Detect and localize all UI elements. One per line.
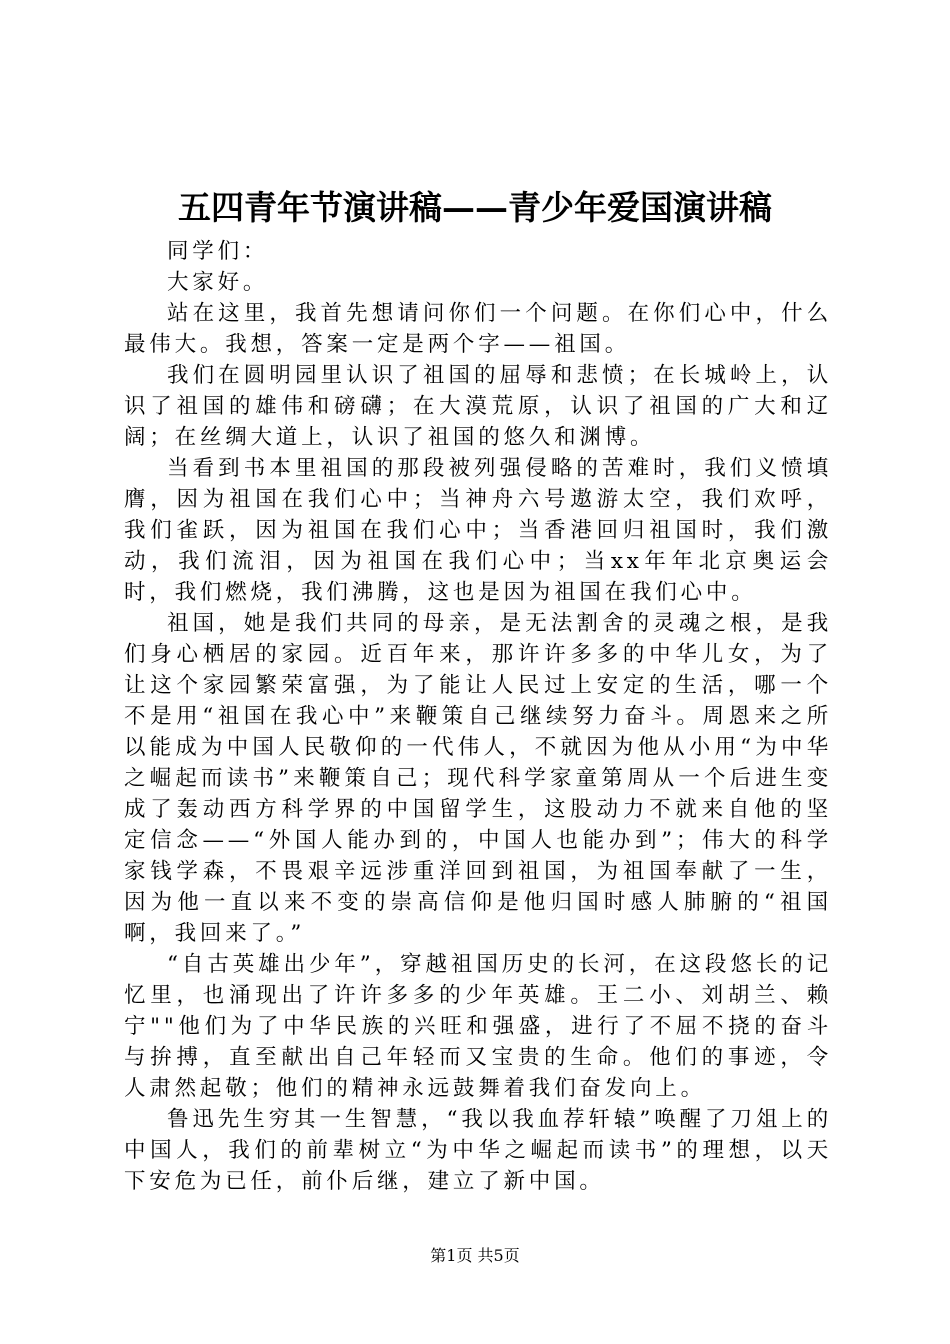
paragraph-hello: 大家好。 [167, 270, 269, 295]
paragraph: 我们在圆明园里认识了祖国的屈辱和悲愤；在长城岭上，认识了祖国的雄伟和磅礴；在大漠荒原，认识了祖国的广大和辽阔；在丝绸大道上，认识了祖国的悠久和渊博。 [124, 363, 832, 450]
paragraph: 祖国，她是我们共同的母亲，是无法割舍的灵魂之根，是我们身心栖居的家园。近百年来，那许许多多的中华儿女，为了让这个家园繁荣富强，为了能让人民过上安定的生活，哪一个不是用“祖国在我心中”来鞭策自己继续努力奋斗。周恩来之所以能成为中国人民敬仰的一代伟人，不就因为他从小用“为中华之崛起而读书”来鞭策自己；现代科学家童第周从一个后进生变成了轰动西方科学界的中国留学生，这股动力不就来自他的坚定信念——“外国人能办到的，中国人也能办到”；伟大的科学家钱学森，不畏艰辛远涉重洋回到祖国，为祖国奉献了一生，因为他一直以来不变的崇高信仰是他归国时感人肺腑的“祖国啊，我回来了。” [124, 611, 832, 946]
paragraph-greeting: 同学们： [167, 239, 269, 264]
paragraph: 当看到书本里祖国的那段被列强侵略的苦难时，我们义愤填膺，因为祖国在我们心中；当神舟六号遨游太空，我们欢呼，我们雀跃，因为祖国在我们心中；当香港回归祖国时，我们激动，我们流泪，因为祖国在我们心中；当xx年年北京奥运会时，我们燃烧，我们沸腾，这也是因为祖国在我们心中。 [124, 456, 832, 605]
paragraph: 站在这里，我首先想请问你们一个问题。在你们心中，什么最伟大。我想，答案一定是两个字——祖国。 [124, 301, 832, 357]
page-footer: 第1页 共5页 [430, 1246, 520, 1265]
document-body [124, 236, 832, 1197]
document-title: 五四青年节演讲稿——青少年爱国演讲稿 [178, 188, 772, 227]
paragraph: 鲁迅先生穷其一生智慧，“我以我血荐轩辕”唤醒了刀俎上的中国人，我们的前辈树立“为中华之崛起而读书”的理想，以天下安危为已任，前仆后继，建立了新中国。 [124, 1107, 832, 1194]
paragraph: “自古英雄出少年”，穿越祖国历史的长河，在这段悠长的记忆里，也涌现出了许许多多的少年英雄。王二小、刘胡兰、赖宁""他们为了中华民族的兴旺和强盛，进行了不屈不挠的奋斗与拚搏，直至献出自己年轻而又宝贵的生命。他们的事迹，令人肃然起敬；他们的精神永远鼓舞着我们奋发向上。 [124, 952, 832, 1101]
